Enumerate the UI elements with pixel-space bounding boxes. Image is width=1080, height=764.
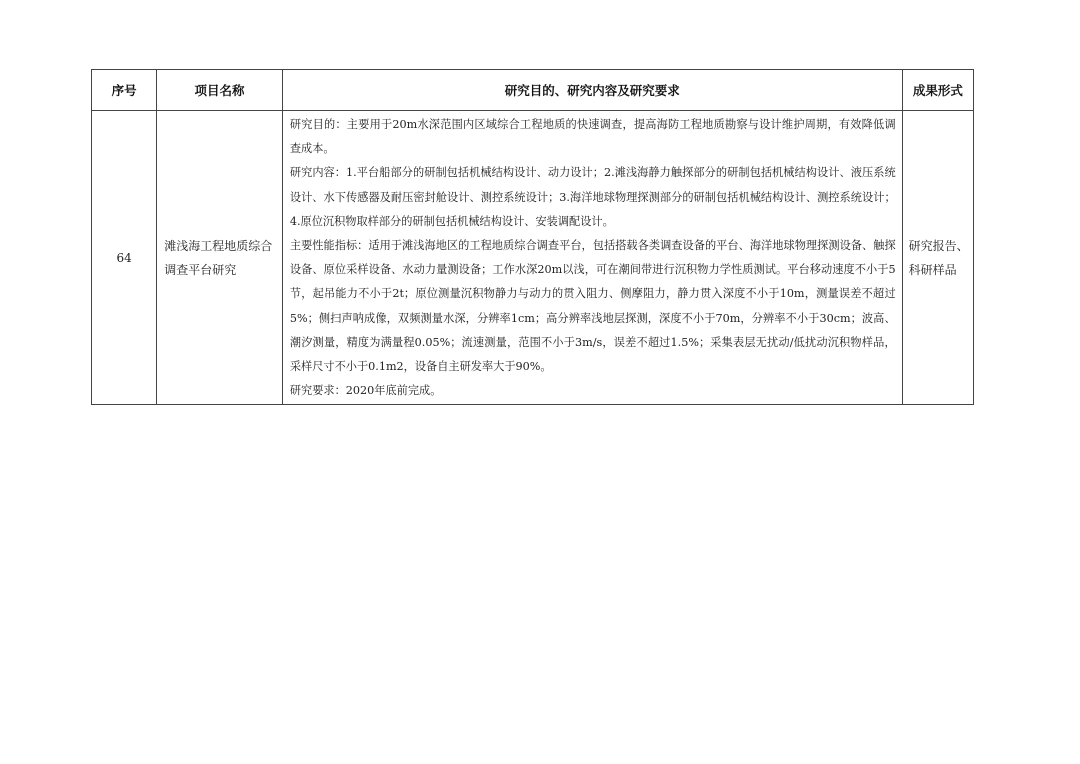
research-projects-table — [91, 69, 974, 405]
row-research-content-cell — [282, 111, 902, 405]
header-result-form: 成果形式 — [902, 70, 973, 111]
header-row — [92, 70, 974, 111]
header-serial-number: 序号 — [92, 70, 157, 111]
research-purpose: 研究目的：主要用于20m水深范围内区域综合工程地质的快速调查，提高海防工程地质勘察与设计维护周期，有效降低调查成本。 — [289, 118, 896, 156]
research-requirement: 研究要求：2020年底前完成。 — [289, 384, 442, 398]
table-row — [92, 111, 974, 405]
research-contents: 研究内容：1.平台船部分的研制包括机械结构设计、动力设计；2.滩浅海静力触探部分的研制包括机械结构设计、液压系统设计、水下传感器及耐压密封舱设计、测控系统设计；3.海洋地球物理探测部分的研制包括机械结构设计、测控系统设计；4.原位沉积物取样部分的研制包括机械结构设计、安装调配设计。 — [289, 166, 896, 228]
row-result-form-cell — [902, 111, 973, 405]
row-project-name-cell — [157, 111, 283, 405]
table-header — [92, 70, 974, 111]
row-result-form: 研究报告、科研样品 — [908, 238, 969, 277]
row-project-name: 滩浅海工程地质综合调查平台研究 — [164, 238, 273, 277]
row-serial-number: 64 — [92, 111, 157, 405]
performance-indicators: 主要性能指标：适用于滩浅海地区的工程地质综合调查平台，包括搭载各类调查设备的平台、海洋地球物理探测设备、触探设备、原位采样设备、水动力量测设备；工作水深20m以浅，可在潮间带进行沉积物力学性质测试。平台移动速度不小于5节，起吊能力不小于2t；原位测量沉积物静力与动力的贯入阻力、侧摩阻力，静力贯入深度不小于10m，测量误差不超过5%；侧扫声呐成像，双频测量水深，分辨率1cm；高分辨率浅地层探测，深度不小于70m，分辨率不小于30cm；波高、潮汐测量，精度为满量程0.05%；流速测量，范围不小于3m/s，误差不超过1.5%；采集表层无扰动/低扰动沉积物样品，采样尺寸不小于0.1m2，设备自主研发率大于90%。 — [289, 239, 896, 374]
header-research-content: 研究目的、研究内容及研究要求 — [282, 70, 902, 111]
header-project-name: 项目名称 — [157, 70, 283, 111]
